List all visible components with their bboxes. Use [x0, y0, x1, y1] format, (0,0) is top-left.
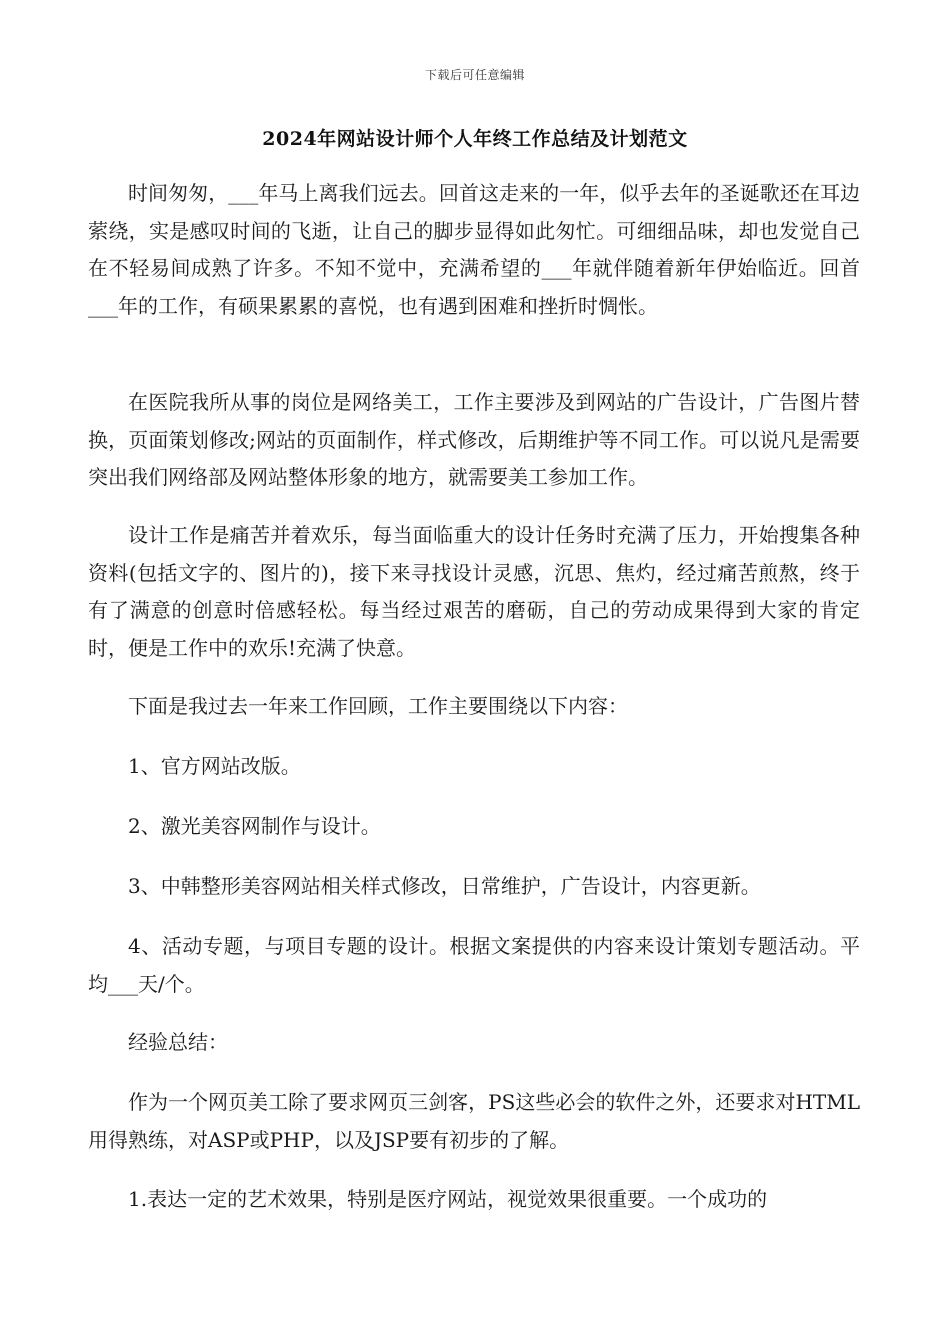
header-note: 下载后可任意编辑 — [424, 68, 525, 82]
paragraph-art-effect — [88, 1181, 860, 1219]
paragraph-text: 1.表达一定的艺术效果，特别是医疗网站，视觉效果很重要。一个成功的 — [128, 1187, 768, 1211]
paragraph-text: 作为一个网页美工除了要求网页三剑客，PS这些必会的软件之外，还要求对HTML用得熟练，对ASP或PHP，以及JSP要有初步的了解。 — [88, 1090, 860, 1152]
document-title: 2024年网站设计师个人年终工作总结及计划范文 — [262, 128, 688, 150]
list-item-text: 3、中韩整形美容网站相关样式修改，日常维护，广告设计，内容更新。 — [128, 874, 761, 898]
section-heading-text: 经验总结： — [128, 1030, 228, 1054]
paragraph-intro — [88, 175, 860, 325]
paragraph-text: 设计工作是痛苦并着欢乐，每当面临重大的设计任务时充满了压力，开始搜集各种资料(包括文字的、图片的)，接下来寻找设计灵感，沉思、焦灼，经过痛苦煎熬，终于有了满意的创意时倍感轻松。每当经过艰苦的磨砺，自己的劳动成果得到大家的肯定时，便是工作中的欢乐!充满了快意。 — [88, 523, 860, 660]
paragraph-role — [88, 384, 860, 497]
paragraph-skills — [88, 1084, 860, 1159]
list-item-3 — [88, 868, 860, 906]
section-heading-experience — [88, 1024, 860, 1062]
list-item-text: 2、激光美容网制作与设计。 — [128, 814, 381, 838]
paragraph-design-work — [88, 517, 860, 667]
paragraph-text: 下面是我过去一年来工作回顾，工作主要围绕以下内容： — [128, 694, 628, 718]
list-item-2 — [88, 808, 860, 846]
list-item-text: 4、活动专题，与项目专题的设计。根据文案提供的内容来设计策划专题活动。平均___天/个。 — [88, 934, 860, 996]
list-item-4 — [88, 928, 860, 1003]
paragraph-text: 时间匆匆，___年马上离我们远去。回首这走来的一年，似乎去年的圣诞歌还在耳边萦绕，实是感叹时间的飞逝，让自己的脚步显得如此匆忙。可细细品味，却也发觉自己在不轻易间成熟了许多。不知不觉中，充满希望的___年就伴随着新年伊始临近。回首___年的工作，有硕果累累的喜悦，也有遇到困难和挫折时惆怅。 — [88, 181, 860, 318]
paragraph-text: 在医院我所从事的岗位是网络美工，工作主要涉及到网站的广告设计，广告图片替换，页面策划修改;网站的页面制作，样式修改，后期维护等不同工作。可以说凡是需要突出我们网络部及网站整体形象的地方，就需要美工参加工作。 — [88, 390, 860, 490]
list-item-1 — [88, 748, 860, 786]
list-item-text: 1、官方网站改版。 — [128, 754, 301, 778]
paragraph-review-intro — [88, 688, 860, 726]
